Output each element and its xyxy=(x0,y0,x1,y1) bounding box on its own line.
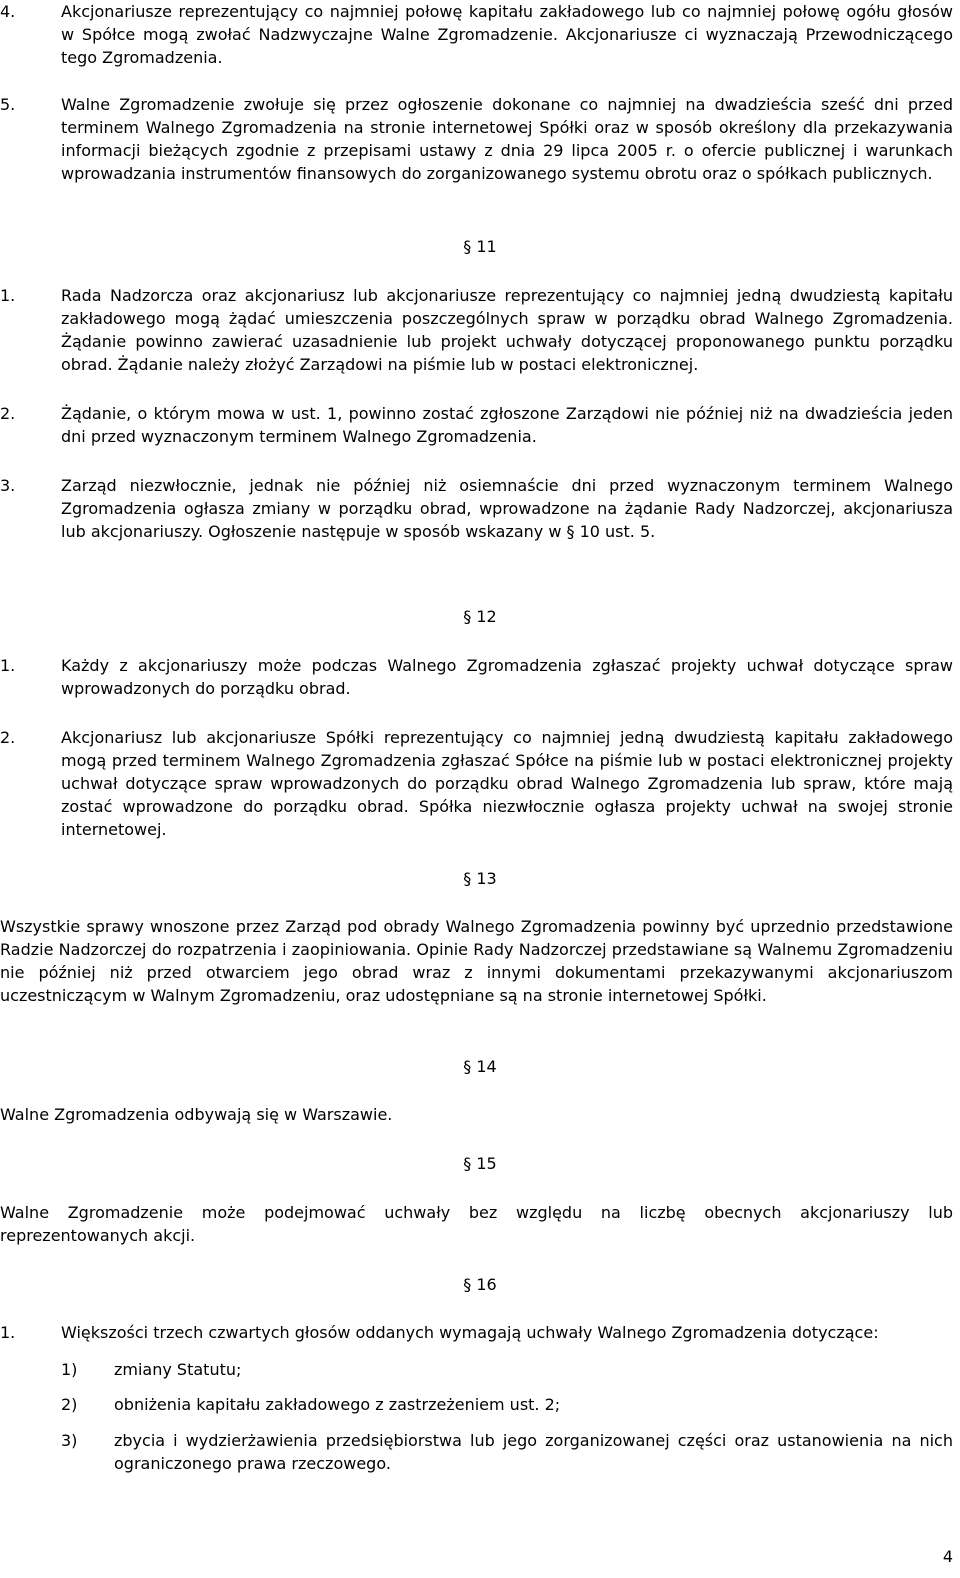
item-text: Akcjonariusz lub akcjonariusze Spółki reprezentujący co najmniej jedną dwudziestą kapitału zakładowego mogą przed terminem Walnego Zgromadzenia zgłaszać Spółce na piśmie lub w postaci elektronicznej projekty uchwał dotyczące spraw wprowadzonych do porządku obrad Walnego Zgromadzenia lub spraw, które mają zostać wprowadzone do porządku obrad. Spółka niezwłocznie ogłasza projekty uchwał na swojej stronie internetowej. xyxy=(61,728,953,839)
subitem-text: zmiany Statutu; xyxy=(114,1360,242,1379)
section-14-text: Walne Zgromadzenia odbywają się w Warszawie. xyxy=(0,1105,393,1124)
item-text: Zarząd niezwłocznie, jednak nie później niż osiemnaście dni przed wyznaczonym terminem Walnego Zgromadzenia ogłasza zmiany w porządku obrad, wprowadzone na żądanie Rady Nadzorczej, akcjonariusza lub akcjonariuszy. Ogłoszenie następuje w sposób wskazany w § 10 ust. 5. xyxy=(61,476,953,541)
section-11-item-3 xyxy=(0,474,953,543)
item-text: Większości trzech czwartych głosów oddanych wymagają uchwały Walnego Zgromadzenia dotyczące: xyxy=(61,1323,879,1342)
section-12-item-2 xyxy=(0,726,953,841)
item-number: 5. xyxy=(0,95,16,114)
subitem-number: 3) xyxy=(61,1431,78,1450)
item-text: Walne Zgromadzenie zwołuje się przez ogłoszenie dokonane co najmniej na dwadzieścia sześć dni przed terminem Walnego Zgromadzenia na stronie internetowej Spółki oraz w sposób określony dla przekazywania informacji bieżących zgodnie z przepisami ustawy z dnia 29 lipca 2005 r. o ofercie publicznej i warunkach wprowadzania instrumentów finansowych do zorganizowanego systemu obrotu oraz o spółkach publicznych. xyxy=(61,95,953,183)
subitem-text: obniżenia kapitału zakładowego z zastrzeżeniem ust. 2; xyxy=(114,1395,561,1414)
section-16-subitem-3 xyxy=(61,1429,953,1475)
item-number: 2. xyxy=(0,728,16,747)
page-number: 4 xyxy=(942,1547,953,1566)
item-number: 1. xyxy=(0,656,16,675)
item-number: 1. xyxy=(0,1323,16,1342)
section-16-subitem-1 xyxy=(61,1358,953,1381)
item-text: Rada Nadzorcza oraz akcjonariusz lub akcjonariusze reprezentujący co najmniej jedną dwudziestą kapitału zakładowego mogą żądać umieszczenia poszczególnych spraw w porządku obrad Walnego Zgromadzenia. Żądanie powinno zawierać uzasadnienie lub projekt uchwały dotyczącej proponowanego punktu porządku obrad. Żądanie należy złożyć Zarządowi na piśmie lub w postaci elektronicznej. xyxy=(61,286,953,374)
subitem-number: 2) xyxy=(61,1395,78,1414)
subitem-number: 1) xyxy=(61,1360,78,1379)
section-13-text: Wszystkie sprawy wnoszone przez Zarząd pod obrady Walnego Zgromadzenia powinny być uprzednio przedstawione Radzie Nadzorczej do rozpatrzenia i zaopiniowania. Opinie Rady Nadzorczej przedstawiane są Walnemu Zgromadzeniu nie później niż przed otwarciem jego obrad wraz z innymi dokumentami przekazywanymi akcjonariuszom uczestniczącym w Walnym Zgromadzeniu, oraz udostępniane są na stronie internetowej Spółki. xyxy=(0,917,953,1005)
item-number: 4. xyxy=(0,2,16,21)
paragraph-item-4 xyxy=(0,0,953,69)
item-number: 1. xyxy=(0,286,16,305)
item-text: Akcjonariusze reprezentujący co najmniej połowę kapitału zakładowego lub co najmniej połowę ogółu głosów w Spółce mogą zwołać Nadzwyczajne Walne Zgromadzenie. Akcjonariusze ci wyznaczają Przewodniczącego tego Zgromadzenia. xyxy=(61,2,953,67)
section-11-item-2 xyxy=(0,402,953,448)
paragraph-item-5 xyxy=(0,93,953,185)
item-number: 2. xyxy=(0,404,16,423)
section-heading-12: § 12 xyxy=(463,607,497,626)
item-number: 3. xyxy=(0,476,16,495)
section-heading-14: § 14 xyxy=(463,1057,497,1076)
section-16-item-1 xyxy=(0,1321,953,1344)
subitem-text: zbycia i wydzierżawienia przedsiębiorstwa lub jego zorganizowanej części oraz ustanowienia na nich ograniczonego prawa rzeczowego. xyxy=(114,1431,953,1473)
section-15-text: Walne Zgromadzenie może podejmować uchwały bez względu na liczbę obecnych akcjonariuszy lub reprezentowanych akcji. xyxy=(0,1203,953,1245)
item-text: Żądanie, o którym mowa w ust. 1, powinno zostać zgłoszone Zarządowi nie później niż na dwadzieścia jeden dni przed wyznaczonym terminem Walnego Zgromadzenia. xyxy=(61,404,953,446)
section-16-subitem-2 xyxy=(61,1393,953,1416)
item-text: Każdy z akcjonariuszy może podczas Walnego Zgromadzenia zgłaszać projekty uchwał dotyczące spraw wprowadzonych do porządku obrad. xyxy=(61,656,953,698)
section-heading-13: § 13 xyxy=(463,869,497,888)
section-heading-15: § 15 xyxy=(463,1154,497,1173)
section-heading-11: § 11 xyxy=(463,237,497,256)
section-11-item-1 xyxy=(0,284,953,376)
section-12-item-1 xyxy=(0,654,953,700)
section-heading-16: § 16 xyxy=(463,1275,497,1294)
